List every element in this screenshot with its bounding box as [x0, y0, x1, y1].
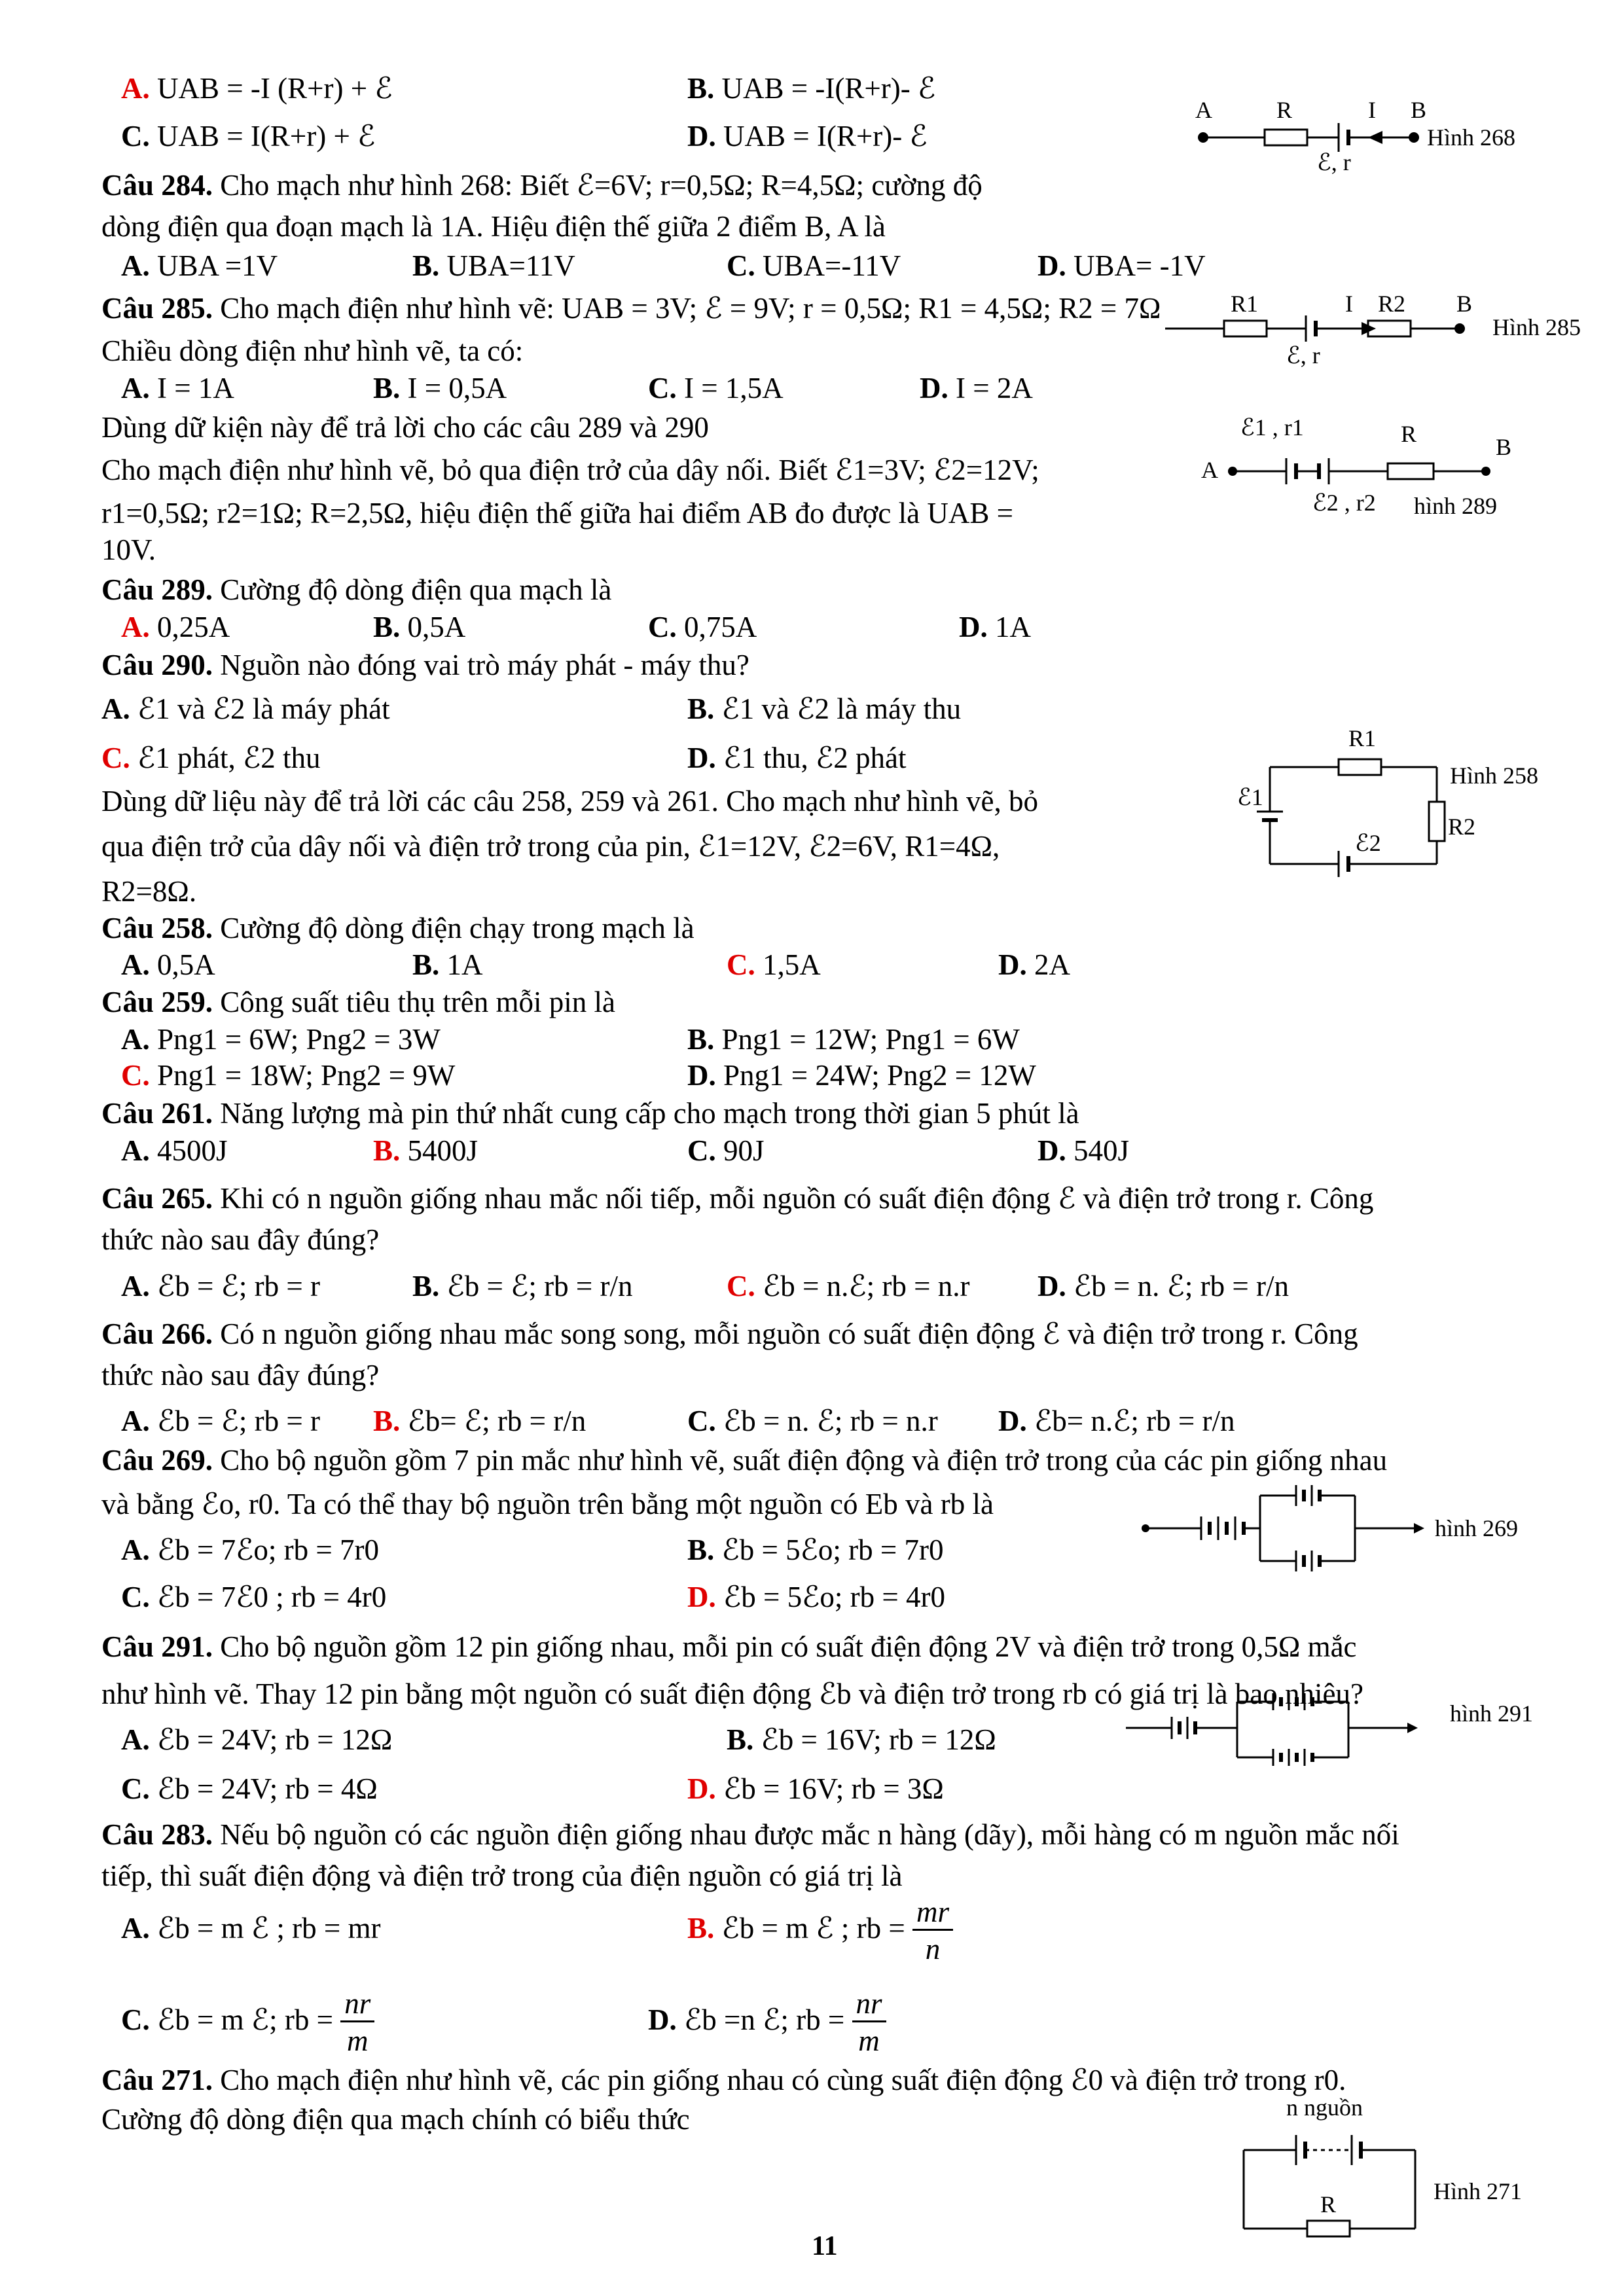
q283-line2: tiếp, thì suất điện động và điện trở trong của điện nguồn có giá trị là [101, 1859, 903, 1892]
figure-269 [1139, 1476, 1558, 1597]
q258-option-c: C. 1,5A [727, 948, 821, 981]
svg-text:A: A [1195, 97, 1212, 123]
q259-option-b: B. Png1 = 12W; Png1 = 6W [687, 1023, 1020, 1056]
q269-option-a: A. ℰb = 7ℰo; rb = 7r0 [121, 1534, 379, 1566]
figure-258-caption: Hình 258 [1450, 762, 1538, 789]
intro258-line2: qua điện trở của dây nối và điện trở trong của pin, ℰ1=12V, ℰ2=6V, R1=4Ω, [101, 830, 1000, 863]
q261-question: Câu 261. Năng lượng mà pin thứ nhất cung cấp cho mạch trong thời gian 5 phút là [101, 1097, 1079, 1130]
q291-line1: Câu 291. Cho bộ nguồn gồm 12 pin giống nhau, mỗi pin có suất điện động 2V và điện trở trong 0,5Ω mắc [101, 1630, 1357, 1663]
q285-option-b: B. I = 0,5A [373, 372, 507, 404]
figure-291-caption: hình 291 [1450, 1700, 1534, 1727]
intro258-line1: Dùng dữ liệu này để trả lời các câu 258, 259 và 261. Cho mạch như hình vẽ, bỏ [101, 785, 1038, 817]
q269-option-c: C. ℰb = 7ℰ0 ; rb = 4r0 [121, 1581, 387, 1613]
intro289-line2: Cho mạch điện như hình vẽ, bỏ qua điện trở của dây nối. Biết ℰ1=3V; ℰ2=12V; [101, 454, 1039, 486]
q284-line1: Câu 284. Cho mạch như hình 268: Biết ℰ=6V; r=0,5Ω; R=4,5Ω; cường độ [101, 169, 983, 202]
figure-258 [1237, 723, 1564, 890]
q266-option-b: B. ℰb= ℰ; rb = r/n [373, 1405, 586, 1437]
q258-option-a: A. 0,5A [121, 948, 215, 981]
q289-option-a: A. 0,25A [121, 611, 230, 643]
q291-option-c: C. ℰb = 24V; rb = 4Ω [121, 1772, 378, 1805]
q284-line2: dòng điện qua đoạn mạch là 1A. Hiệu điện thế giữa 2 điểm B, A là [101, 210, 886, 243]
q266-line2: thức nào sau đây đúng? [101, 1359, 380, 1391]
q269-line1: Câu 269. Cho bộ nguồn gồm 7 pin mắc như hình vẽ, suất điện động và điện trở trong của các pin giống nhau [101, 1444, 1388, 1477]
q285-option-c: C. I = 1,5A [648, 372, 784, 404]
q291-option-d: D. ℰb = 16V; rb = 3Ω [687, 1772, 944, 1805]
q261-option-a: A. 4500J [121, 1134, 228, 1167]
q266-option-c: C. ℰb = n. ℰ; rb = n.r [687, 1405, 938, 1437]
q259-option-d: D. Png1 = 24W; Png2 = 12W [687, 1059, 1036, 1092]
q290-option-b: B. ℰ1 và ℰ2 là máy thu [687, 692, 962, 725]
figure-269-caption: hình 269 [1435, 1515, 1519, 1541]
q285-line1: Câu 285. Cho mạch điện như hình vẽ: UAB = 3V; ℰ = 9V; r = 0,5Ω; R1 = 4,5Ω; R2 = 7Ω [101, 292, 1161, 325]
svg-text:ℰ, r: ℰ, r [1317, 149, 1351, 175]
svg-text:B: B [1411, 97, 1427, 123]
q259-question: Câu 259. Công suất tiêu thụ trên mỗi pin là [101, 986, 615, 1018]
q291-line2: như hình vẽ. Thay 12 pin bằng một nguồn có suất điện động ℰb và điện trở trong rb có giá trị là bao nhiêu? [101, 1677, 1363, 1710]
intro289-line4: 10V. [101, 533, 156, 566]
q290-option-a: A. ℰ1 và ℰ2 là máy phát [101, 692, 390, 725]
q284-option-b: B. UBA=11V [412, 249, 575, 282]
q271-line1: Câu 271. Cho mạch điện như hình vẽ, các pin giống nhau có cùng suất điện động ℰ0 và điện trở trong r0. [101, 2064, 1346, 2096]
q285-line2: Chiều dòng điện như hình vẽ, ta có: [101, 334, 524, 367]
svg-text:B: B [1456, 291, 1473, 317]
svg-text:R1: R1 [1348, 725, 1377, 751]
q283-option-d: D. ℰb =n ℰ; rb = $\frac{nr}{m}$ [648, 1983, 886, 2059]
svg-text:I: I [1345, 291, 1353, 317]
q265-option-c: C. ℰb = n.ℰ; rb = n.r [727, 1270, 970, 1302]
q265-option-d: D. ℰb = n. ℰ; rb = r/n [1038, 1270, 1289, 1302]
q284-option-a: A. UBA =1V [121, 249, 278, 282]
q284-option-d: D. UBA= -1V [1038, 249, 1206, 282]
q283-c-fraction: $\frac{nr}{m}$ [340, 1986, 374, 2059]
q283-option-a: A. ℰb = m ℰ ; rb = mr [121, 1912, 381, 1945]
q258-question: Câu 258. Cường độ dòng điện chạy trong mạch là [101, 912, 695, 944]
svg-text:R: R [1320, 2191, 1337, 2217]
intro289-line1: Dùng dữ kiện này để trả lời cho các câu 289 và 290 [101, 411, 709, 444]
q269-option-d: D. ℰb = 5ℰo; rb = 4r0 [687, 1581, 945, 1613]
svg-text:ℰ, r: ℰ, r [1286, 342, 1320, 368]
svg-text:R: R [1401, 421, 1417, 447]
q283-d-fraction: $\frac{nr}{m}$ [852, 1986, 886, 2059]
q291-option-a: A. ℰb = 24V; rb = 12Ω [121, 1723, 393, 1756]
q271-line2: Cường độ dòng điện qua mạch chính có biểu thức [101, 2103, 690, 2136]
figure-285-caption: Hình 285 [1492, 314, 1581, 340]
q285-option-a: A. I = 1A [121, 372, 234, 404]
q-prev-option-a: A. UAB = -I (R+r) + ℰ [121, 72, 393, 105]
page-number: 11 [812, 2231, 838, 2261]
figure-285 [1159, 288, 1610, 376]
q265-option-a: A. ℰb = ℰ; rb = r [121, 1270, 320, 1302]
q289-option-c: C. 0,75A [648, 611, 757, 643]
svg-text:n nguồn: n nguồn [1286, 2094, 1363, 2121]
q290-option-c: C. ℰ1 phát, ℰ2 thu [101, 742, 321, 774]
figure-271 [1244, 2094, 1551, 2255]
q289-option-b: B. 0,5A [373, 611, 466, 643]
figure-289 [1201, 412, 1568, 530]
svg-text:I: I [1368, 97, 1376, 123]
q291-option-b: B. ℰb = 16V; rb = 12Ω [727, 1723, 996, 1756]
q283-option-c: C. ℰb = m ℰ; rb = $\frac{nr}{m}$ [121, 1983, 374, 2059]
q261-option-c: C. 90J [687, 1134, 765, 1167]
figure-268 [1191, 98, 1558, 180]
q265-line1: Câu 265. Khi có n nguồn giống nhau mắc nối tiếp, mỗi nguồn có suất điện động ℰ và điện trở trong r. Công [101, 1182, 1374, 1215]
q266-option-a: A. ℰb = ℰ; rb = r [121, 1405, 320, 1437]
intro258-line3: R2=8Ω. [101, 875, 197, 908]
q-prev-option-b: B. UAB = -I(R+r)- ℰ [687, 72, 936, 105]
svg-text:R2: R2 [1378, 291, 1406, 317]
q-prev-option-d: D. UAB = I(R+r)- ℰ [687, 120, 928, 152]
svg-text:ℰ1 , r1: ℰ1 , r1 [1240, 414, 1304, 440]
q284-option-c: C. UBA=-11V [727, 249, 901, 282]
svg-text:ℰ2: ℰ2 [1355, 830, 1381, 856]
q261-option-d: D. 540J [1038, 1134, 1130, 1167]
svg-text:R2: R2 [1448, 814, 1476, 840]
q283-b-fraction: $\frac{mr}{n}$ [912, 1895, 953, 1967]
figure-291 [1126, 1692, 1545, 1784]
q283-option-b: B. ℰb = m ℰ ; rb = $\frac{mr}{n}$ [687, 1892, 953, 1967]
q265-option-b: B. ℰb = ℰ; rb = r/n [412, 1270, 633, 1302]
svg-text:R1: R1 [1231, 291, 1259, 317]
q269-option-b: B. ℰb = 5ℰo; rb = 7r0 [687, 1534, 944, 1566]
q-prev-option-c: C. UAB = I(R+r) + ℰ [121, 120, 376, 152]
q290-option-d: D. ℰ1 thu, ℰ2 phát [687, 742, 907, 774]
q259-option-c: C. Png1 = 18W; Png2 = 9W [121, 1059, 456, 1092]
svg-text:R: R [1276, 97, 1293, 123]
q259-option-a: A. Png1 = 6W; Png2 = 3W [121, 1023, 441, 1056]
q283-line1: Câu 283. Nếu bộ nguồn có các nguồn điện giống nhau được mắc n hàng (dãy), mỗi hàng có m nguồn mắc nối [101, 1818, 1399, 1851]
q258-option-b: B. 1A [412, 948, 483, 981]
svg-text:A: A [1201, 457, 1218, 483]
q258-option-d: D. 2A [998, 948, 1070, 981]
figure-268-caption: Hình 268 [1427, 124, 1515, 151]
q289-option-d: D. 1A [959, 611, 1031, 643]
q266-line1: Câu 266. Có n nguồn giống nhau mắc song song, mỗi nguồn có suất điện động ℰ và điện trở trong r. Công [101, 1318, 1358, 1350]
figure-271-caption: Hình 271 [1434, 2178, 1522, 2204]
figure-289-caption: hình 289 [1414, 493, 1498, 519]
q289-question: Câu 289. Cường độ dòng điện qua mạch là [101, 573, 612, 606]
q261-option-b: B. 5400J [373, 1134, 478, 1167]
q269-line2: và bằng ℰo, r0. Ta có thể thay bộ nguồn trên bằng một nguồn có Eb và rb là [101, 1488, 994, 1520]
intro289-line3: r1=0,5Ω; r2=1Ω; R=2,5Ω, hiệu điện thế giữa hai điểm AB đo được là UAB = [101, 497, 1014, 529]
svg-text:B: B [1496, 434, 1512, 460]
q266-option-d: D. ℰb= n.ℰ; rb = r/n [998, 1405, 1235, 1437]
q265-line2: thức nào sau đây đúng? [101, 1223, 380, 1256]
svg-text:ℰ1: ℰ1 [1237, 784, 1263, 810]
q285-option-d: D. I = 2A [920, 372, 1033, 404]
svg-text:ℰ2 , r2: ℰ2 , r2 [1312, 490, 1376, 516]
q290-question: Câu 290. Nguồn nào đóng vai trò máy phát - máy thu? [101, 649, 749, 681]
